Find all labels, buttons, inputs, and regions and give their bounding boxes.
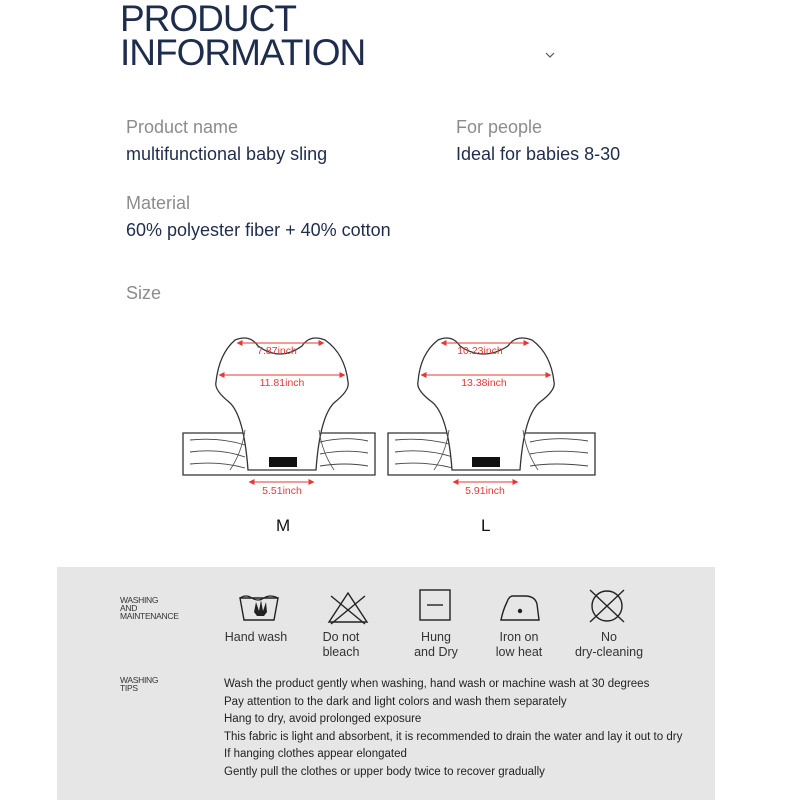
for-people-label: For people [456, 117, 543, 137]
iron-low-heat-caption: Iron on low heat [495, 630, 543, 659]
tip-item: Pay attention to the dark and light colors and wash them separately [224, 695, 567, 708]
l-top-measure: 10.23inch [457, 345, 503, 357]
l-middle-measure: 13.38inch [461, 377, 507, 389]
do-not-bleach-caption: Do not bleach [322, 630, 360, 659]
title-line-2: INFORMATION [120, 32, 366, 73]
product-name-value: multifunctional baby sling [126, 144, 328, 164]
hand-wash-caption: Hand wash [224, 630, 288, 644]
hung-dry-caption: Hung and Dry [414, 630, 458, 659]
material-label: Material [126, 193, 191, 213]
tip-item: This fabric is light and absorbent, it is recommended to drain the water and lay it out to dry [224, 730, 683, 743]
no-dry-cleaning-caption: No dry-cleaning [574, 630, 644, 659]
page-title [120, 0, 366, 73]
m-top-measure: 7.87inch [257, 345, 297, 357]
iron-low-heat-icon [495, 588, 545, 628]
m-bottom-measure: 5.51inch [262, 485, 302, 497]
product-name-label: Product name [126, 117, 239, 137]
no-dry-cleaning-icon [582, 586, 632, 626]
l-bottom-measure: 5.91inch [465, 485, 505, 497]
washing-tips-label: WASHING TIPS [120, 675, 159, 693]
tip-item: Wash the product gently when washing, hand wash or machine wash at 30 degrees [224, 678, 650, 690]
title-line-1: PRODUCT [120, 0, 296, 39]
for-people-value: Ideal for babies 8-30 [456, 144, 621, 164]
size-label: Size [126, 283, 162, 303]
material-value: 60% polyester fiber + 40% cotton [126, 220, 391, 240]
sling-l-illustration [388, 338, 595, 475]
size-diagram [170, 320, 630, 550]
sling-m-illustration [183, 338, 375, 475]
size-l-caption: L [481, 516, 491, 535]
tip-item: If hanging clothes appear elongated [224, 748, 407, 761]
hand-wash-icon [234, 588, 284, 628]
tip-item: Hang to dry, avoid prolonged exposure [224, 713, 422, 726]
hung-dry-icon [410, 586, 460, 626]
size-m-caption: M [276, 516, 291, 535]
m-middle-measure: 11.81inch [259, 377, 305, 389]
washing-maintenance-label: WASHING AND MAINTENANCE [120, 595, 179, 621]
do-not-bleach-icon [323, 588, 373, 628]
chevron-down-icon[interactable] [545, 48, 555, 62]
tip-item: Gently pull the clothes or upper body twice to recover gradually [224, 765, 545, 778]
washing-tips-list [224, 676, 682, 782]
